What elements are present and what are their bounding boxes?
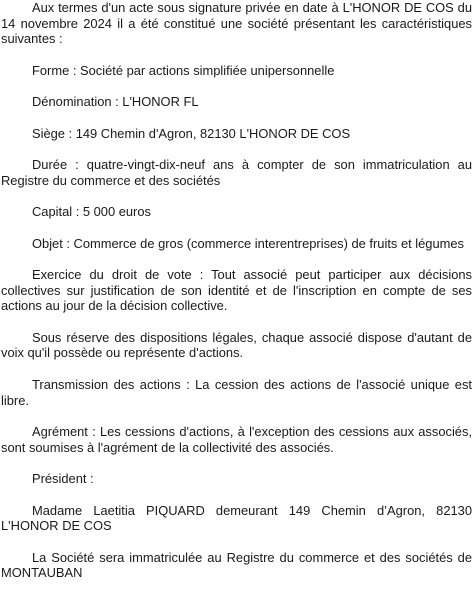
president-heading: Président :: [32, 471, 94, 487]
intro-paragraph: Aux termes d'un acte sous signature privée en date à L'HONOR DE COS du 14 novembre 2024 il a été constitué une société présentant les caractéristiques suivantes :: [1, 0, 472, 47]
capital-paragraph: Capital : 5 000 euros: [32, 204, 151, 220]
droit-de-vote-paragraph: Exercice du droit de vote : Tout associé peut participer aux décisions collectives sur justification de son identité et de l'inscription en compte de ses actions au jour de la décision collective.: [1, 267, 472, 314]
transmission-paragraph: Transmission des actions : La cession des actions de l'associé unique est libre.: [1, 376, 472, 408]
forme-paragraph: Forme : Société par actions simplifiée unipersonnelle: [32, 62, 335, 78]
legal-notice-document: [1, 0, 472, 597]
agrement-paragraph: Agrément : Les cessions d'actions, à l'exception des cessions aux associés, sont soumises à l'agrément de la collectivité des associés.: [1, 424, 472, 455]
president-paragraph: Madame Laetitia PIQUARD demeurant 149 Chemin d’Agron, 82130 L'HONOR DE COS: [1, 502, 472, 534]
objet-paragraph: Objet : Commerce de gros (commerce interentreprises) de fruits et légumes: [32, 235, 464, 251]
siege-paragraph: Siège : 149 Chemin d'Agron, 82130 L'HONOR DE COS: [32, 125, 351, 141]
immatriculation-paragraph: La Société sera immatriculée au Registre du commerce et des sociétés de MONTAUBAN: [1, 549, 472, 581]
duree-paragraph: Durée : quatre-vingt-dix-neuf ans à compter de son immatriculation au Registre du commerce et des sociétés: [1, 157, 472, 188]
denomination-paragraph: Dénomination : L'HONOR FL: [32, 94, 199, 110]
voix-paragraph: Sous réserve des dispositions légales, chaque associé dispose d'autant de voix qu'il possède ou représente d'actions.: [1, 329, 472, 361]
